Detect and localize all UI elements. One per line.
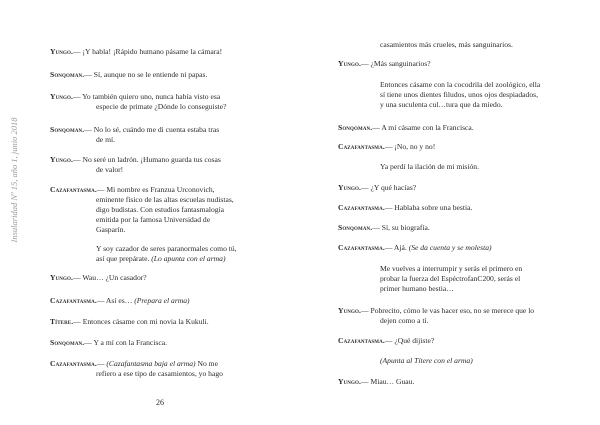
stage-direction: (Prepara el arma): [134, 296, 190, 305]
dialogue-paragraph: probar la fuerza del EspéctrofanC200, serás el: [380, 274, 521, 283]
dialogue-line: Sonqoman.— Y a mí con la Francisca.: [50, 338, 167, 347]
speaker-name: Cazafantasma.: [50, 185, 97, 194]
dialogue-text: ¿Más sanguinarios?: [368, 59, 431, 68]
dialogue-text: Y a mí con la Francisca.: [91, 338, 167, 347]
dialogue-continuation: de mí.: [96, 135, 115, 144]
side-note: [6, 40, 22, 320]
dialogue-paragraph: y una suculenta cul…tura que da miedo.: [380, 100, 503, 109]
dialogue-continuation: de valor!: [96, 165, 124, 174]
dialogue-text: Yo también quiero uno, nunca había visto esa: [80, 92, 221, 101]
dialogue-continuation: dejen como a tí.: [380, 316, 429, 325]
dialogue-text: Miau… Guau.: [368, 377, 415, 386]
stage-direction: (Cazafantasma baja el arma): [106, 359, 196, 368]
speaker-name: Yungo.: [50, 47, 73, 56]
speaker-name: Sonqoman.: [338, 223, 373, 232]
dialogue-text: Hablaba sobre una bestia.: [392, 203, 473, 212]
dialogue-text: Wau… ¿Un casador?: [80, 273, 147, 282]
dialogue-line: Cazafantasma.— (Cazafantasma baja el arma) No me: [50, 359, 218, 368]
dialogue-line: Yungo.— Miau… Guau.: [338, 377, 415, 386]
dialogue-line: Sonqoman.— No lo sé, cuándo me di cuenta estaba tras: [50, 125, 220, 134]
dialogue-continuation: eminente físico de las altas escuelas nudistas,: [96, 195, 234, 204]
speaker-name: Sonqoman.: [50, 70, 85, 79]
speaker-name: Sonqoman.: [338, 123, 373, 132]
dialogue-text: Pobrecito, cómo le vas hacer eso, no se merece que lo: [368, 306, 535, 315]
dialogue-text: ¿Y qué hacías?: [368, 183, 417, 192]
dialogue-text: así que prepárate.: [96, 254, 150, 263]
dialogue-text: Entonces cásame con mi novia la Kukuli.: [80, 317, 209, 326]
speaker-name: Cazafantasma.: [50, 359, 97, 368]
dialogue-paragraph: [50, 254, 290, 263]
speaker-name: Cazafantasma.: [338, 336, 385, 345]
dialogue-text: ¡Y habla! ¡Rápido humano pásame la cámara!: [80, 47, 223, 56]
dialogue-line: Cazafantasma.— Hablaba sobre una bestia.: [338, 203, 473, 212]
dialogue-text: ¡No, no y no!: [392, 142, 436, 151]
speaker-name: Yungo.: [50, 273, 73, 282]
dialogue-paragraph: Ya perdí la ilación de mi misión.: [380, 162, 479, 171]
speaker-name: Cazafantasma.: [338, 243, 385, 252]
dialogue-line: Sonqoman.— A mí cásame con la Francisca.: [338, 123, 474, 132]
speaker-name: Sonqoman.: [50, 125, 85, 134]
speaker-name: Yungo.: [338, 306, 361, 315]
dialogue-text: No me: [195, 359, 218, 368]
speaker-name: Títere.: [50, 317, 74, 326]
dialogue-line: Cazafantasma.— ¿Qué dijiste?: [338, 336, 435, 345]
dialogue-line: Cazafantasma.— ¡No, no y no!: [338, 142, 436, 151]
stage-direction: (Apunta al Títere con el arma): [380, 356, 473, 365]
dialogue-continuation: digo budistas. Con estudios fantasmalogía: [96, 205, 225, 214]
speaker-name: Cazafantasma.: [338, 142, 385, 151]
dialogue-line: Yungo.— Wau… ¿Un casador?: [50, 273, 147, 282]
speaker-name: Cazafantasma.: [338, 203, 385, 212]
dialogue-line: Yungo.— ¿Y qué hacías?: [338, 183, 417, 192]
speaker-name: Yungo.: [338, 183, 361, 192]
speaker-name: Yungo.: [338, 377, 361, 386]
speaker-name: Yungo.: [50, 92, 73, 101]
dialogue-line: Yungo.— ¡Y habla! ¡Rápido humano pásame la cámara!: [50, 47, 223, 56]
dialogue-continuation: emitida por la famosa Universidad de: [96, 215, 211, 224]
stage-direction: (Se da cuenta y se molesta): [408, 243, 492, 252]
dialogue-line: Yungo.— Pobrecito, cómo le vas hacer eso, no se merece que lo: [338, 306, 535, 315]
dialogue-paragraph: sí tiene unos dientes filudos, unos ojos despiadados,: [380, 90, 538, 99]
speaker-name: Yungo.: [338, 59, 361, 68]
dialogue-line: Sonqoman.— Sí, su biografía.: [338, 223, 430, 232]
dialogue-text: No seré un ladrón. ¡Humano guarda tus cosas: [80, 155, 221, 164]
dialogue-text: No lo sé, cuándo me di cuenta estaba tras: [91, 125, 220, 134]
dialogue-line: Yungo.— ¿Más sanguinarios?: [338, 59, 431, 68]
dialogue-text: A mí cásame con la Francisca.: [379, 123, 474, 132]
stage-direction: (Lo apunta con el arma): [151, 254, 226, 263]
dialogue-paragraph: primer humano bestia…: [380, 284, 454, 293]
dialogue-line: Cazafantasma.— Así es… (Prepara el arma): [50, 296, 190, 305]
speaker-name: Sonqoman.: [50, 338, 85, 347]
speaker-name: Cazafantasma.: [50, 296, 97, 305]
dialogue-line: Sonqoman.— Sí, aunque no se le entiende ni papas.: [50, 70, 208, 79]
dialogue-text: Así es…: [104, 296, 135, 305]
dialogue-continuation: especie de primate ¿Dónde lo conseguiste?: [96, 102, 227, 111]
speaker-name: Yungo.: [50, 155, 73, 164]
dialogue-text: ¿Qué dijiste?: [392, 336, 435, 345]
dialogue-paragraph: Entonces cásame con la cocodrila del zoológico, ella: [380, 80, 541, 89]
dialogue-continuation: Gasparín.: [96, 225, 126, 234]
side-note-text: Insularidad Nº 15, año 1, junio 2018: [9, 117, 19, 243]
dialogue-line: Títere.— Entonces cásame con mi novia la Kukuli.: [50, 317, 209, 326]
dialogue-paragraph: casamientos más crueles, más sanguinarios.: [380, 40, 513, 49]
dialogue-text: Sí, su biografía.: [379, 223, 430, 232]
dialogue-text: Ajá.: [392, 243, 409, 252]
page-number: 26: [156, 398, 164, 407]
dialogue-paragraph: Y soy cazador de seres paranormales como tú,: [96, 244, 237, 253]
dialogue-line: Yungo.— Yo también quiero uno, nunca había visto esa: [50, 92, 221, 101]
dialogue-line: Cazafantasma.— Ajá. (Se da cuenta y se molesta): [338, 243, 492, 252]
dialogue-text: Mi nombre es Franzua Urconovich,: [104, 185, 215, 194]
dialogue-continuation: refiero a ese tipo de casamientos, yo hago: [96, 369, 223, 378]
dialogue-text: Sí, aunque no se le entiende ni papas.: [91, 70, 208, 79]
dialogue-paragraph: Me vuelves a interrumpir y serás el primero en: [380, 264, 523, 273]
dialogue-line: Cazafantasma.— Mi nombre es Franzua Urconovich,: [50, 185, 215, 194]
dialogue-line: Yungo.— No seré un ladrón. ¡Humano guarda tus cosas: [50, 155, 221, 164]
